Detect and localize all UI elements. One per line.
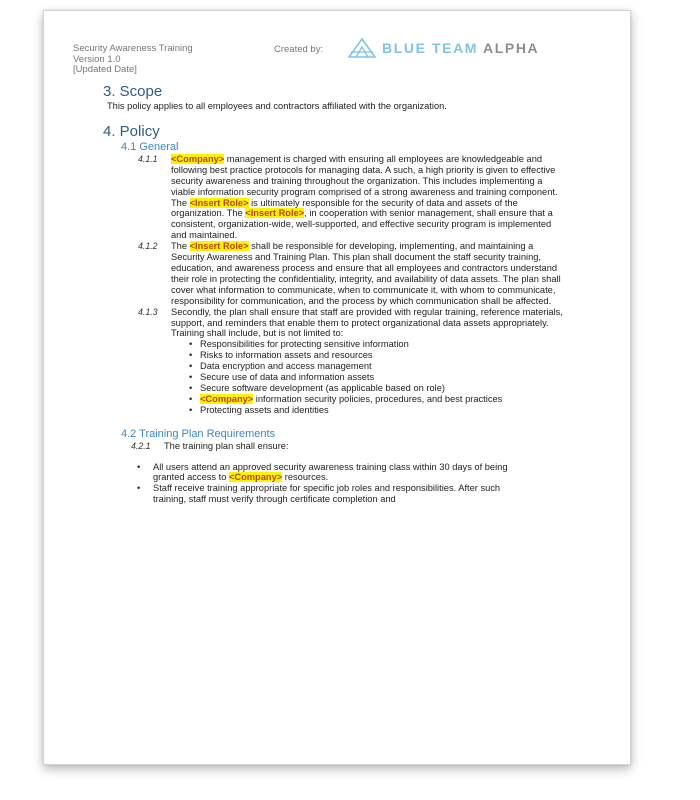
logo-word-alpha: ALPHA [483,40,540,56]
header-title: Security Awareness Training [73,43,193,54]
triangle-logo-icon [348,38,376,58]
logo-word-blue-team: BLUE TEAM [382,40,479,56]
placeholder-highlight: <Insert Role> [245,208,305,219]
item-number: 4.1.3 [138,306,158,317]
policy-heading: 4. Policy [103,122,160,140]
document-body [103,83,563,505]
text-run: Data encryption and access management [200,361,372,372]
text-run: information security policies, procedures, and best practices [253,393,503,404]
text-run: shall be responsible for developing, implementing, and maintaining a Security Awareness and Training Plan. This plan shall document the staff security training, education, and awareness process and ensure that all employees and contractors understand their role in protecting the confidentiality, integrity, and availability of data assets. The plan shall cover what information to communicate, when to communicate it, with whom to communicate, responsibility for communication, and the process by which communication shall be affected. [171,241,561,306]
text-run: Secondly, the plan shall ensure that staff are provided with regular training, reference materials, support, and reminders that enable them to protect organizational data assets appropriately. Training shall include, but is not limited to: [171,306,563,339]
text-run: Secure software development (as applicable based on role) [200,382,445,393]
general-subheading: 4.1 General [121,140,179,153]
item-number: 4.1.2 [138,241,158,252]
list-item [189,394,563,405]
list-item [189,339,563,350]
text-run: resources. [282,472,329,483]
placeholder-highlight: <Insert Role> [189,197,249,208]
item-text [171,154,563,241]
text-run: Responsibilities for protecting sensitive information [200,339,409,350]
policy-item [138,307,563,416]
placeholder-highlight: <Company> [200,393,254,404]
list-item [189,372,563,383]
policy-item [138,154,563,241]
training-requirements-list [137,462,532,506]
policy-item [131,441,563,452]
training-subheading: 4.2 Training Plan Requirements [121,427,276,440]
header-version: Version 1.0 [73,53,121,65]
list-item [189,405,563,416]
text-run: Protecting assets and identities [200,404,329,415]
text-run: , in cooperation with senior management, shall ensure that a consistent, organization-wide, well-supported, and effective security program is implemented and maintained. [171,208,553,241]
item-number: 4.1.1 [138,153,158,164]
list-item [189,383,563,394]
placeholder-highlight: <Company> [171,153,225,164]
created-by-label: Created by: [274,44,324,55]
list-item [189,361,563,372]
text-run: is ultimately responsible for the security of data and assets of the organization. The [171,197,518,219]
item-text [171,241,563,306]
policy-item [138,241,563,306]
placeholder-highlight: <Company> [228,472,283,483]
text-run: All users attend an approved security awareness training class within 30 days of being granted access to [153,461,508,483]
text-run: The [171,241,190,252]
list-item [137,462,532,484]
text-run: management is charged with ensuring all employees are knowledgeable and following best practice protocols for managing data. A such, a high priority is given to effective security awareness and training throughout the organization. This includes implementing a viable information security program comprised of a strong awareness and training component. The [171,153,558,208]
scope-text: This policy applies to all employees and contractors affiliated with the organization. [107,101,447,111]
blue-team-alpha-logo [348,38,539,58]
header-date: [Updated Date] [73,64,137,75]
training-topics-list [171,339,563,415]
item-number: 4.2.1 [131,440,151,451]
scope-heading: 3. Scope [103,83,163,100]
list-item [189,350,563,361]
doc-header-info [73,44,193,76]
placeholder-highlight: <Insert Role> [189,241,249,252]
text-run: Risks to information assets and resources [200,350,373,361]
text-run: Staff receive training appropriate for specific job roles and responsibilities. After such training, staff must verify through certificate completion and [153,483,501,505]
item-text: The training plan shall ensure: [164,440,289,451]
item-text [171,307,563,340]
text-run: Secure use of data and information assets [200,372,375,383]
list-item [137,483,532,505]
